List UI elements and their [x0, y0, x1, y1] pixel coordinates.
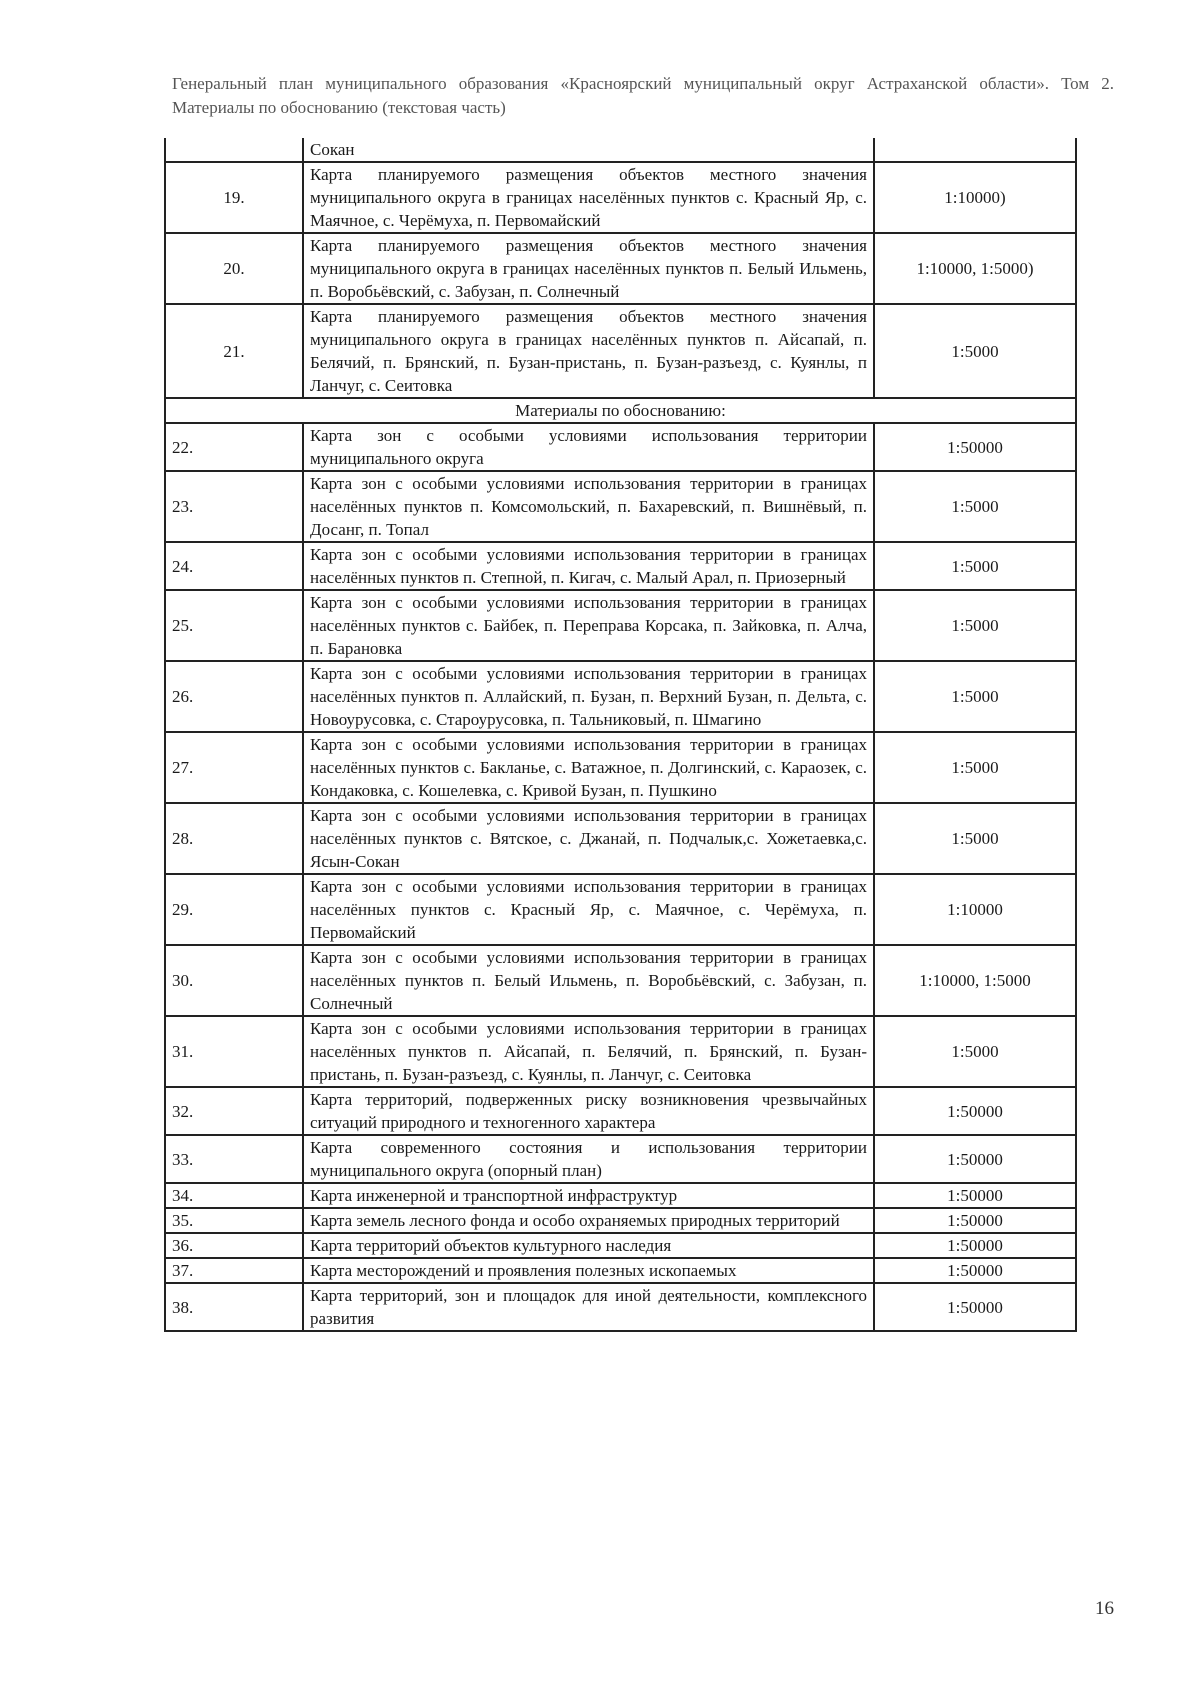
row-scale-cell [874, 138, 1076, 162]
row-number-cell: 22. [165, 423, 303, 471]
table-row [165, 304, 1076, 398]
row-number-cell: 21. [165, 304, 303, 398]
table-row [165, 542, 1076, 590]
row-name-cell: Карта территорий, подверженных риску возникновения чрезвычайных ситуаций природного и техногенного характера [303, 1087, 874, 1135]
row-scale-cell: 1:50000 [874, 423, 1076, 471]
row-scale-cell: 1:50000 [874, 1283, 1076, 1331]
table-row [165, 803, 1076, 874]
table-row [165, 590, 1076, 661]
row-number-cell: 19. [165, 162, 303, 233]
row-number-cell: 32. [165, 1087, 303, 1135]
page-number: 16 [1095, 1598, 1114, 1619]
row-number-cell: 25. [165, 590, 303, 661]
row-number-cell: 34. [165, 1183, 303, 1208]
table-row [165, 233, 1076, 304]
row-scale-cell: 1:5000 [874, 661, 1076, 732]
row-name-cell: Карта планируемого размещения объектов местного значения муниципального округа в границах населённых пунктов п. Белый Ильмень, п. Воробьёвский, с. Забузан, п. Солнечный [303, 233, 874, 304]
row-scale-cell: 1:10000) [874, 162, 1076, 233]
table-row [165, 1233, 1076, 1258]
row-name-cell: Карта зон с особыми условиями использования территории в границах населённых пунктов п. Айсапай, п. Белячий, п. Брянский, п. Бузан-пристань, п. Бузан-разъезд, с. Куянлы, п. Ланчуг, с. Сеитовка [303, 1016, 874, 1087]
table-row [165, 945, 1076, 1016]
maps-table [164, 138, 1077, 1332]
row-name-cell: Карта месторождений и проявления полезных ископаемых [303, 1258, 874, 1283]
row-scale-cell: 1:10000, 1:5000) [874, 233, 1076, 304]
table-row [165, 1258, 1076, 1283]
table-row [165, 162, 1076, 233]
row-scale-cell: 1:5000 [874, 471, 1076, 542]
row-scale-cell: 1:50000 [874, 1233, 1076, 1258]
row-scale-cell: 1:5000 [874, 542, 1076, 590]
row-name-cell: Карта зон с особыми условиями использования территории в границах населённых пунктов п. Белый Ильмень, п. Воробьёвский, с. Забузан, п. Солнечный [303, 945, 874, 1016]
table-row [165, 661, 1076, 732]
row-name-cell: Карта зон с особыми условиями использования территории в границах населённых пунктов п. Комсомольский, п. Бахаревский, п. Вишнёвый, п. Досанг, п. Топал [303, 471, 874, 542]
row-scale-cell: 1:5000 [874, 732, 1076, 803]
row-scale-cell: 1:50000 [874, 1208, 1076, 1233]
row-number-cell: 28. [165, 803, 303, 874]
row-number-cell: 30. [165, 945, 303, 1016]
row-scale-cell: 1:10000 [874, 874, 1076, 945]
row-scale-cell: 1:50000 [874, 1258, 1076, 1283]
row-name-cell: Карта планируемого размещения объектов местного значения муниципального округа в границах населённых пунктов с. Красный Яр, с. Маячное, с. Черёмуха, п. Первомайский [303, 162, 874, 233]
row-number-cell: 20. [165, 233, 303, 304]
row-number-cell: 26. [165, 661, 303, 732]
row-number-cell: 31. [165, 1016, 303, 1087]
row-name-cell: Карта зон с особыми условиями использования территории в границах населённых пунктов п. Аллайский, п. Бузан, п. Верхний Бузан, п. Дельта, с. Новоурусовка, с. Староурусовка, п. Тальниковый, п. Шмагино [303, 661, 874, 732]
row-scale-cell: 1:5000 [874, 803, 1076, 874]
table-row [165, 874, 1076, 945]
row-name-cell: Карта территорий, зон и площадок для иной деятельности, комплексного развития [303, 1283, 874, 1331]
table-row-continuation [165, 138, 1076, 162]
row-scale-cell: 1:5000 [874, 1016, 1076, 1087]
section-heading: Материалы по обоснованию: [165, 398, 1076, 423]
table-row [165, 1208, 1076, 1233]
row-scale-cell: 1:50000 [874, 1135, 1076, 1183]
row-name-cell: Карта инженерной и транспортной инфраструктур [303, 1183, 874, 1208]
row-name-cell: Карта зон с особыми условиями использования территории в границах населённых пунктов с. Байбек, п. Переправа Корсака, п. Зайковка, п. Алча, п. Барановка [303, 590, 874, 661]
table-row [165, 732, 1076, 803]
row-scale-cell: 1:5000 [874, 590, 1076, 661]
row-number-cell: 35. [165, 1208, 303, 1233]
table-row [165, 1283, 1076, 1331]
table-row [165, 1183, 1076, 1208]
row-number-cell [165, 138, 303, 162]
row-number-cell: 24. [165, 542, 303, 590]
row-scale-cell: 1:5000 [874, 304, 1076, 398]
table-row [165, 1087, 1076, 1135]
row-scale-cell: 1:10000, 1:5000 [874, 945, 1076, 1016]
table-row [165, 471, 1076, 542]
row-number-cell: 23. [165, 471, 303, 542]
maps-table-body [165, 138, 1076, 1331]
row-number-cell: 38. [165, 1283, 303, 1331]
row-number-cell: 37. [165, 1258, 303, 1283]
row-name-cell: Карта зон с особыми условиями использования территории муниципального округа [303, 423, 874, 471]
table-row [165, 1135, 1076, 1183]
row-number-cell: 33. [165, 1135, 303, 1183]
row-name-cell: Карта территорий объектов культурного наследия [303, 1233, 874, 1258]
table-row [165, 423, 1076, 471]
table-row [165, 1016, 1076, 1087]
row-name-cell: Карта зон с особыми условиями использования территории в границах населённых пунктов с. Красный Яр, с. Маячное, с. Черёмуха, п. Первомайский [303, 874, 874, 945]
document-header: Генеральный план муниципального образования «Красноярский муниципальный округ Астраханской области». Том 2. Материалы по обоснованию (текстовая часть) [172, 74, 1114, 117]
row-number-cell: 27. [165, 732, 303, 803]
row-name-cell: Карта современного состояния и использования территории муниципального округа (опорный план) [303, 1135, 874, 1183]
row-number-cell: 29. [165, 874, 303, 945]
row-name-cell: Сокан [303, 138, 874, 162]
row-scale-cell: 1:50000 [874, 1087, 1076, 1135]
row-name-cell: Карта зон с особыми условиями использования территории в границах населённых пунктов с. Вятское, с. Джанай, п. Подчалык,с. Хожетаевка,с. Ясын-Сокан [303, 803, 874, 874]
row-scale-cell: 1:50000 [874, 1183, 1076, 1208]
row-name-cell: Карта зон с особыми условиями использования территории в границах населённых пунктов с. Бакланье, с. Ватажное, п. Долгинский, с. Караозек, с. Кондаковка, с. Кошелевка, с. Кривой Бузан, п. Пушкино [303, 732, 874, 803]
row-number-cell: 36. [165, 1233, 303, 1258]
row-name-cell: Карта зон с особыми условиями использования территории в границах населённых пунктов п. Степной, п. Кигач, с. Малый Арал, п. Приозерный [303, 542, 874, 590]
section-row [165, 398, 1076, 423]
row-name-cell: Карта планируемого размещения объектов местного значения муниципального округа в границах населённых пунктов п. Айсапай, п. Белячий, п. Брянский, п. Бузан-пристань, п. Бузан-разъезд, с. Куянлы, п Ланчуг, с. Сеитовка [303, 304, 874, 398]
row-name-cell: Карта земель лесного фонда и особо охраняемых природных территорий [303, 1208, 874, 1233]
